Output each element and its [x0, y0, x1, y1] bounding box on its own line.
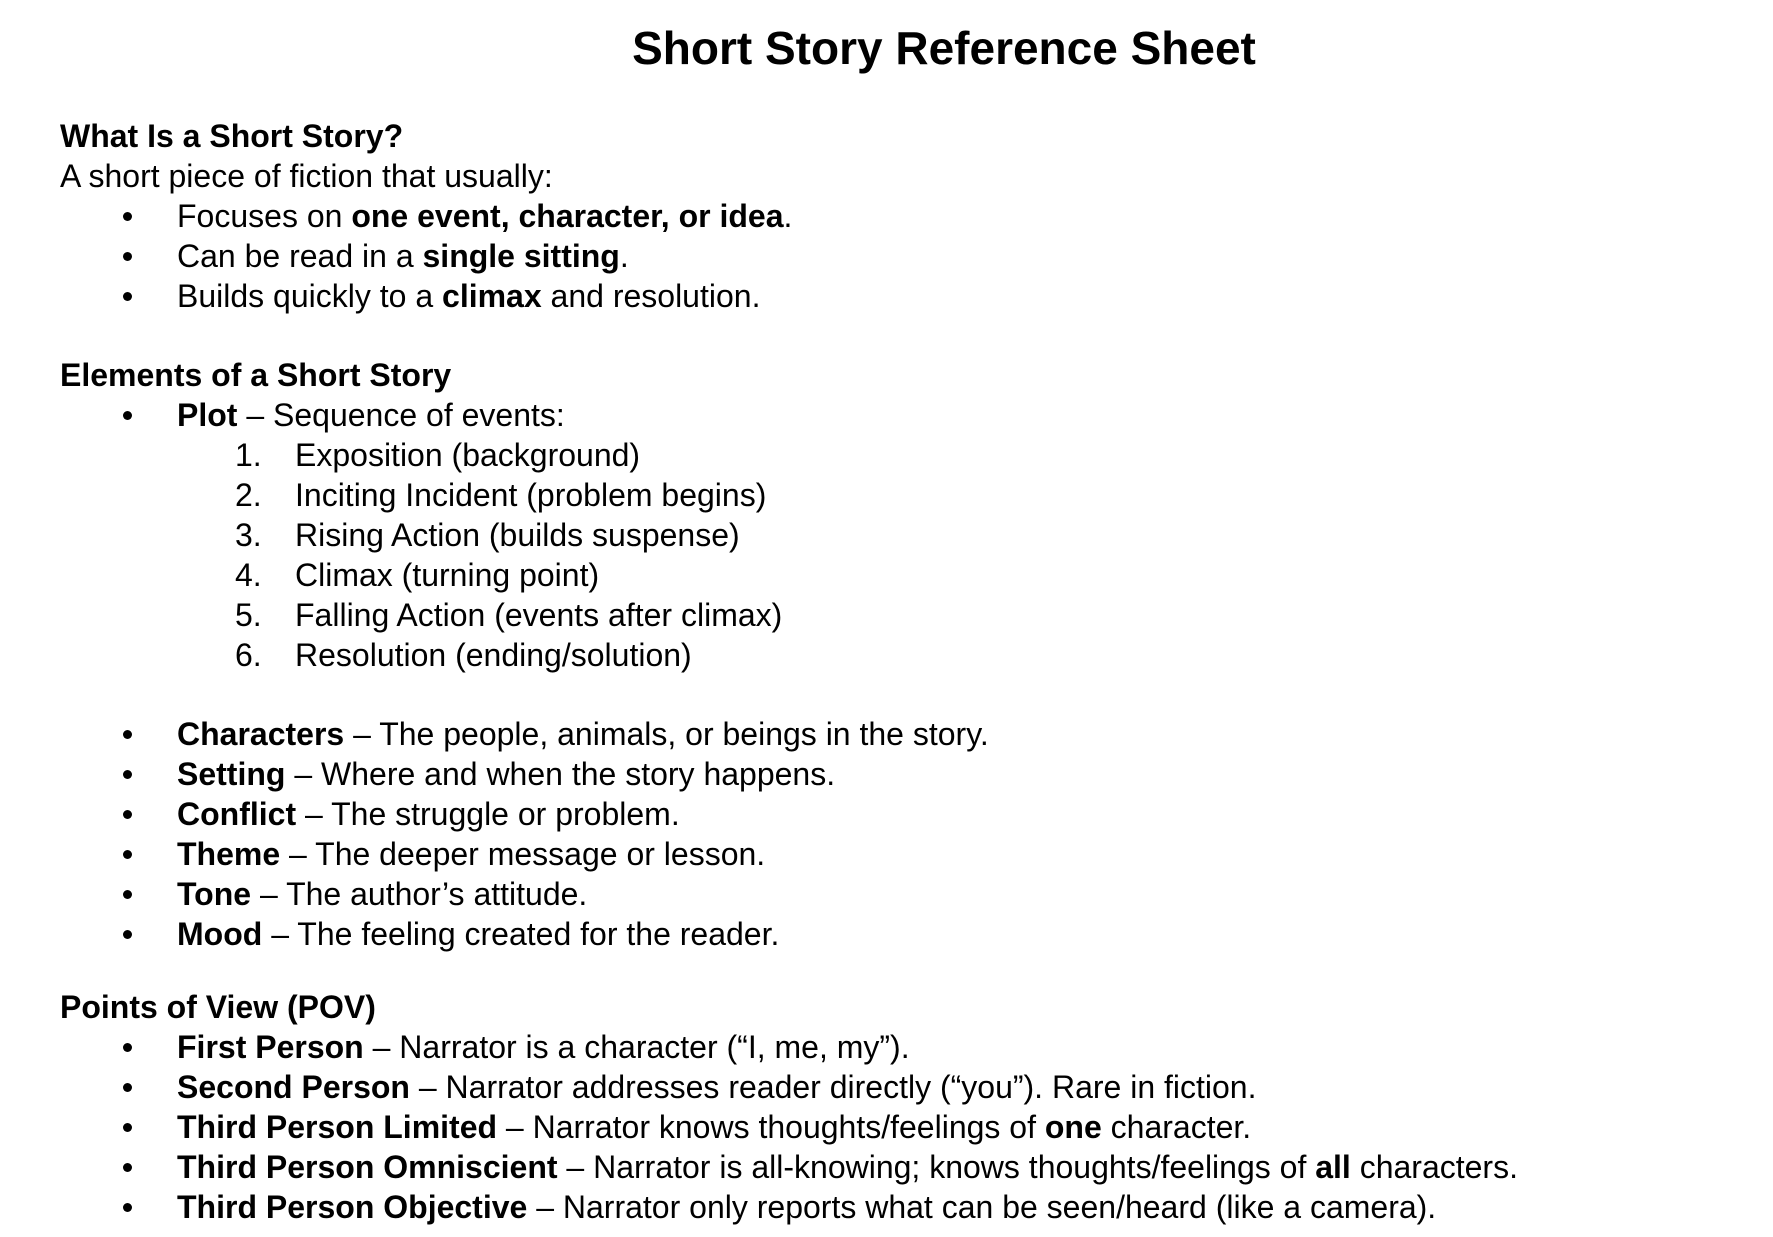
list-item	[60, 236, 1733, 276]
bullet-icon	[123, 212, 132, 221]
item-text-end: .	[783, 198, 793, 234]
item-emphasis: single sitting	[422, 238, 620, 274]
step-number: 2.	[235, 477, 262, 513]
step-text: Rising Action (builds suspense)	[295, 517, 740, 553]
list-item	[60, 754, 1733, 794]
step-text: Climax (turning point)	[295, 557, 600, 593]
step-number: 4.	[235, 557, 262, 593]
item-text: Focuses on	[177, 198, 352, 234]
plot-step	[60, 475, 1733, 515]
bullet-icon	[123, 1203, 132, 1212]
item-term: Third Person Omniscient	[177, 1149, 558, 1185]
bullet-icon	[123, 411, 132, 420]
list-item	[60, 1107, 1733, 1147]
item-description: – The people, animals, or beings in the story.	[344, 716, 989, 752]
list-item-plot	[60, 395, 1733, 435]
item-description: – Narrator is a character (“I, me, my”).	[363, 1029, 910, 1065]
step-text: Exposition (background)	[295, 437, 641, 473]
elements-list	[60, 714, 1733, 954]
item-description: – Narrator knows thoughts/feelings of	[497, 1109, 1045, 1145]
item-term: Characters	[177, 716, 345, 752]
item-description: – Narrator addresses reader directly (“you”). Rare in fiction.	[409, 1069, 1257, 1105]
section-what-is	[60, 116, 1733, 316]
list-item	[60, 1147, 1733, 1187]
bullet-icon	[123, 252, 132, 261]
item-emphasis: all	[1315, 1149, 1351, 1185]
item-term: Mood	[177, 916, 263, 952]
list-item	[60, 276, 1733, 316]
bullet-icon	[123, 1083, 132, 1092]
section-elements	[60, 355, 1733, 675]
item-emphasis: one	[1044, 1109, 1102, 1145]
section-heading-pov: Points of View (POV)	[60, 989, 376, 1025]
item-term: Second Person	[177, 1069, 410, 1105]
item-text-end: characters.	[1350, 1149, 1518, 1185]
item-description: – Narrator only reports what can be seen/heard (like a camera).	[527, 1189, 1437, 1225]
list-item	[60, 1027, 1733, 1067]
bullet-icon	[123, 1123, 132, 1132]
plot-step	[60, 595, 1733, 635]
step-text: Inciting Incident (problem begins)	[295, 477, 767, 513]
plot-step	[60, 435, 1733, 475]
step-number: 5.	[235, 597, 262, 633]
step-text: Resolution (ending/solution)	[295, 637, 692, 673]
item-text-end: and resolution.	[541, 278, 761, 314]
item-description: – The struggle or problem.	[296, 796, 680, 832]
item-text: Builds quickly to a	[177, 278, 443, 314]
intro-text: A short piece of fiction that usually:	[60, 158, 553, 194]
item-description: – Where and when the story happens.	[285, 756, 836, 792]
item-description: – Sequence of events:	[237, 397, 565, 433]
step-number: 1.	[235, 437, 262, 473]
item-term: Plot	[177, 397, 238, 433]
list-item	[60, 196, 1733, 236]
bullet-icon	[123, 730, 132, 739]
plot-step	[60, 555, 1733, 595]
section-heading-elements: Elements of a Short Story	[60, 357, 452, 393]
item-text-end: character.	[1101, 1109, 1252, 1145]
bullet-icon	[123, 890, 132, 899]
item-term: First Person	[177, 1029, 364, 1065]
step-number: 6.	[235, 637, 262, 673]
plot-steps-list	[60, 435, 1733, 675]
item-text-end: .	[619, 238, 629, 274]
item-description: – The feeling created for the reader.	[262, 916, 780, 952]
item-term: Setting	[177, 756, 286, 792]
item-term: Third Person Objective	[177, 1189, 528, 1225]
list-item	[60, 874, 1733, 914]
list-item	[60, 794, 1733, 834]
page-title: Short Story Reference Sheet	[632, 22, 1256, 74]
list-item	[60, 914, 1733, 954]
item-description: – The deeper message or lesson.	[280, 836, 766, 872]
item-text: Can be read in a	[177, 238, 423, 274]
list-item	[60, 834, 1733, 874]
what-bullet-list	[60, 196, 1733, 316]
list-item	[60, 1187, 1733, 1227]
bullet-icon	[123, 810, 132, 819]
plot-list	[60, 395, 1733, 435]
section-pov	[60, 987, 1733, 1227]
bullet-icon	[123, 850, 132, 859]
bullet-icon	[123, 930, 132, 939]
step-text: Falling Action (events after climax)	[295, 597, 783, 633]
step-number: 3.	[235, 517, 262, 553]
bullet-icon	[123, 770, 132, 779]
item-emphasis: climax	[442, 278, 542, 314]
list-item	[60, 714, 1733, 754]
item-description: – The author’s attitude.	[251, 876, 588, 912]
plot-step	[60, 635, 1733, 675]
bullet-icon	[123, 1043, 132, 1052]
section-elements-terms	[60, 714, 1733, 954]
item-term: Conflict	[177, 796, 297, 832]
item-term: Tone	[177, 876, 252, 912]
section-heading-what-is: What Is a Short Story?	[60, 118, 404, 154]
item-term: Third Person Limited	[177, 1109, 498, 1145]
item-description: – Narrator is all-knowing; knows thoughts/feelings of	[557, 1149, 1316, 1185]
pov-list	[60, 1027, 1733, 1227]
list-item	[60, 1067, 1733, 1107]
item-term: Theme	[177, 836, 281, 872]
plot-step	[60, 515, 1733, 555]
bullet-icon	[123, 292, 132, 301]
item-emphasis: one event, character, or idea	[351, 198, 784, 234]
bullet-icon	[123, 1163, 132, 1172]
